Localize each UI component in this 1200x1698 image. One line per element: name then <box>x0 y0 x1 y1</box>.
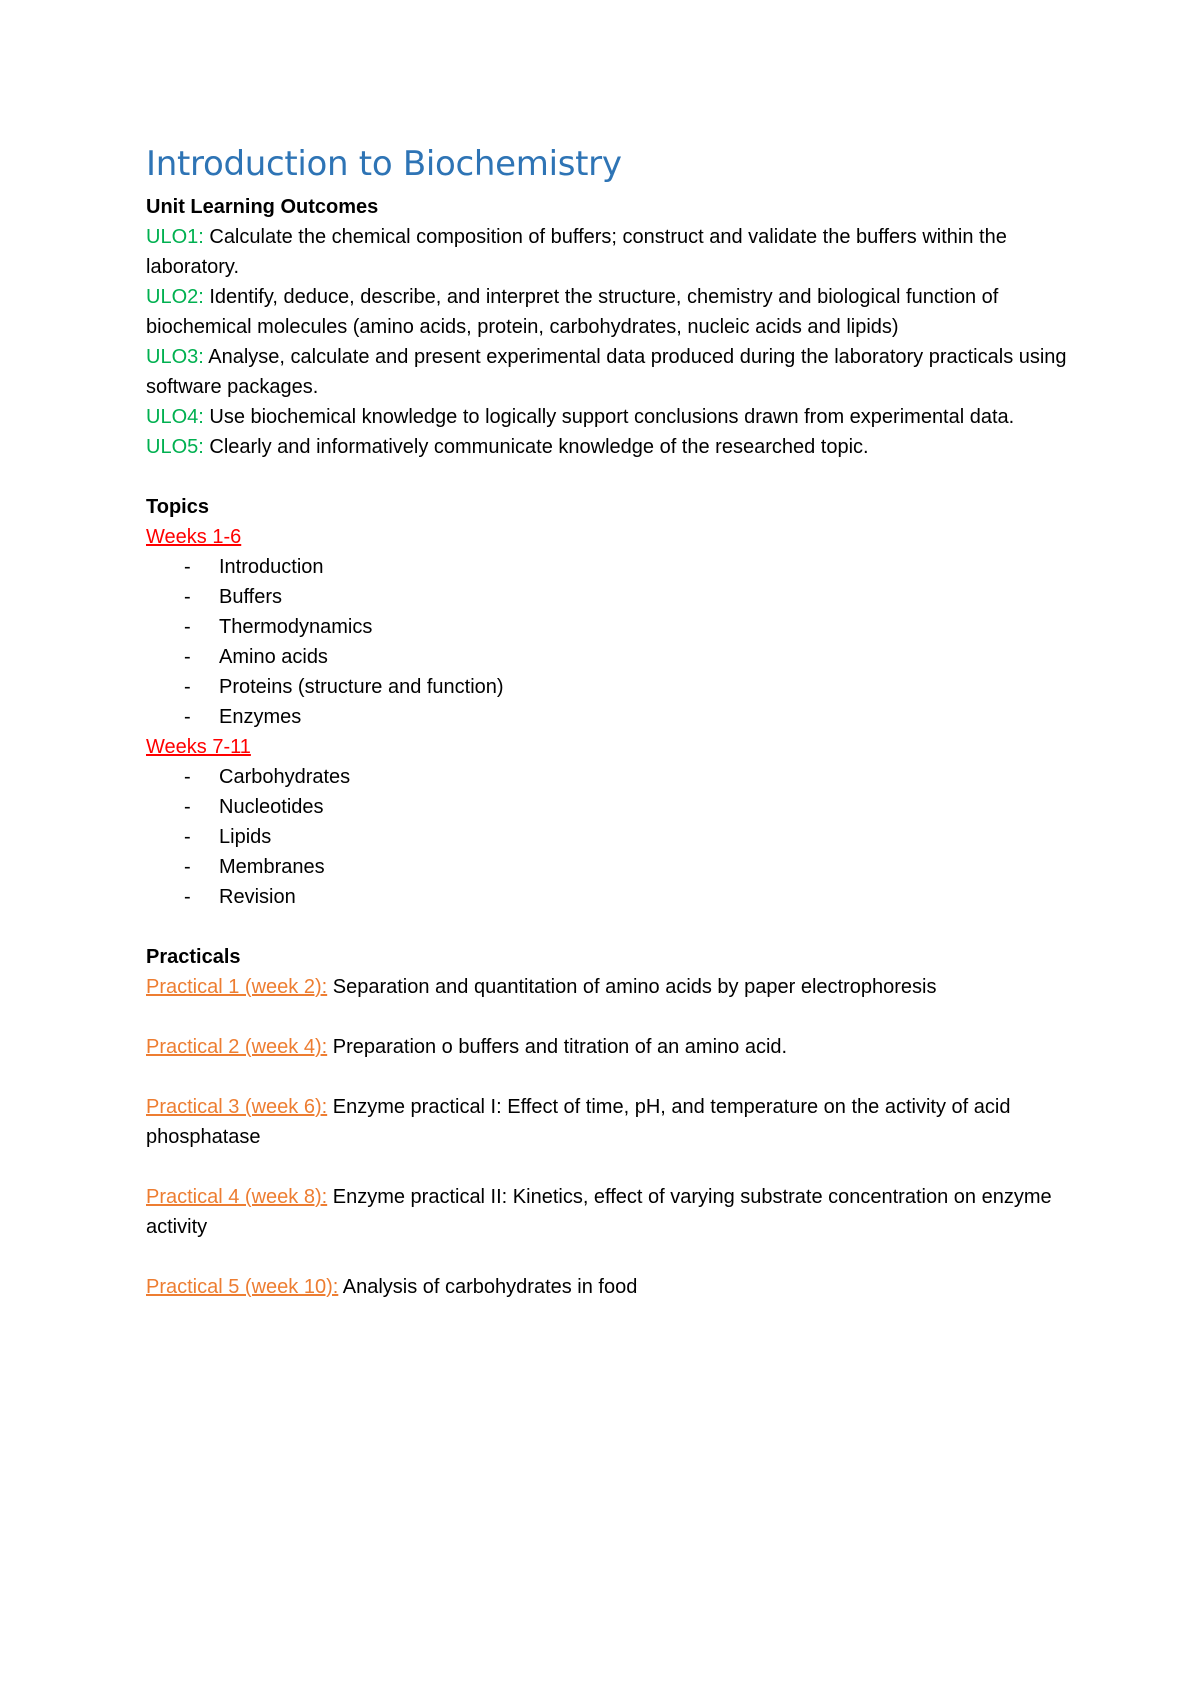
topic-label: Carbohydrates <box>219 766 351 788</box>
practical-label: Practical 3 (week 6): <box>146 1096 328 1118</box>
topic-label: Revision <box>219 886 296 908</box>
topic-label: Lipids <box>219 826 272 848</box>
ulo-item <box>146 342 1086 402</box>
topic-label: Introduction <box>219 556 324 578</box>
ulo-label: ULO4: <box>146 406 204 428</box>
spacer <box>146 912 1086 942</box>
topic-item <box>146 852 1086 882</box>
topic-item <box>146 612 1086 642</box>
topic-label: Thermodynamics <box>219 616 373 638</box>
bullet-dash: - <box>184 616 191 638</box>
ulo-label: ULO1: <box>146 226 204 248</box>
ulo-item <box>146 282 1086 342</box>
ulo-text: Calculate the chemical composition of buffers; construct and validate the buffers within the laboratory. <box>146 226 1007 278</box>
practicals-heading: Practicals <box>146 946 241 968</box>
topic-item <box>146 702 1086 732</box>
ulo-item <box>146 402 1086 432</box>
bullet-dash: - <box>184 826 191 848</box>
bullet-dash: - <box>184 556 191 578</box>
ulo-label: ULO5: <box>146 436 204 458</box>
practical-text: Enzyme practical II: Kinetics, effect of varying substrate concentration on enzyme activity <box>146 1186 1052 1238</box>
bullet-dash: - <box>184 856 191 878</box>
weeks-heading: Weeks 7-11 <box>146 736 251 758</box>
topics-heading: Topics <box>146 496 209 518</box>
weeks-heading: Weeks 1-6 <box>146 526 242 548</box>
topic-label: Amino acids <box>219 646 328 668</box>
topic-label: Nucleotides <box>219 796 324 818</box>
bullet-dash: - <box>184 766 191 788</box>
topic-item <box>146 822 1086 852</box>
practical-item <box>146 1032 1086 1062</box>
ulo-list <box>146 222 1086 462</box>
topic-item <box>146 642 1086 672</box>
bullet-dash: - <box>184 706 191 728</box>
ulo-text: Analyse, calculate and present experimental data produced during the laboratory practicals using software packages. <box>146 346 1067 398</box>
topic-item <box>146 882 1086 912</box>
bullet-dash: - <box>184 796 191 818</box>
ulo-item <box>146 432 1086 462</box>
practical-text: Preparation o buffers and titration of an amino acid. <box>327 1036 788 1058</box>
topic-label: Proteins (structure and function) <box>219 676 504 698</box>
spacer <box>146 1242 1086 1272</box>
ulo-label: ULO3: <box>146 346 204 368</box>
practical-label: Practical 4 (week 8): <box>146 1186 328 1208</box>
topic-label: Buffers <box>219 586 282 608</box>
topic-item <box>146 582 1086 612</box>
practical-label: Practical 2 (week 4): <box>146 1036 328 1058</box>
practical-item <box>146 1182 1086 1242</box>
topic-list <box>146 552 1086 732</box>
ulo-label: ULO2: <box>146 286 204 308</box>
ulo-text: Clearly and informatively communicate knowledge of the researched topic. <box>203 436 869 458</box>
topic-label: Enzymes <box>219 706 302 728</box>
bullet-dash: - <box>184 586 191 608</box>
spacer <box>146 1002 1086 1032</box>
bullet-dash: - <box>184 886 191 908</box>
practical-label: Practical 1 (week 2): <box>146 976 328 998</box>
spacer <box>146 1152 1086 1182</box>
ulo-item <box>146 222 1086 282</box>
ulo-heading: Unit Learning Outcomes <box>146 196 379 218</box>
practical-item <box>146 1272 1086 1302</box>
bullet-dash: - <box>184 676 191 698</box>
topic-item <box>146 792 1086 822</box>
practical-text: Enzyme practical I: Effect of time, pH, and temperature on the activity of acid phosphatase <box>146 1096 1011 1148</box>
topic-item <box>146 552 1086 582</box>
spacer <box>146 1062 1086 1092</box>
topic-list <box>146 762 1086 912</box>
practical-text: Analysis of carbohydrates in food <box>338 1276 638 1298</box>
topic-item <box>146 672 1086 702</box>
topic-item <box>146 762 1086 792</box>
bullet-dash: - <box>184 646 191 668</box>
ulo-text: Identify, deduce, describe, and interpret the structure, chemistry and biological function of biochemical molecules (amino acids, protein, carbohydrates, nucleic acids and lipids) <box>146 286 999 338</box>
practical-item <box>146 1092 1086 1152</box>
ulo-text: Use biochemical knowledge to logically support conclusions drawn from experimental data. <box>203 406 1015 428</box>
practical-label: Practical 5 (week 10): <box>146 1276 339 1298</box>
topic-label: Membranes <box>219 856 325 878</box>
practical-item <box>146 972 1086 1002</box>
practical-text: Separation and quantitation of amino acids by paper electrophoresis <box>327 976 937 998</box>
spacer <box>146 462 1086 492</box>
document-page <box>146 140 1086 1302</box>
page-title: Introduction to Biochemistry <box>146 144 622 184</box>
